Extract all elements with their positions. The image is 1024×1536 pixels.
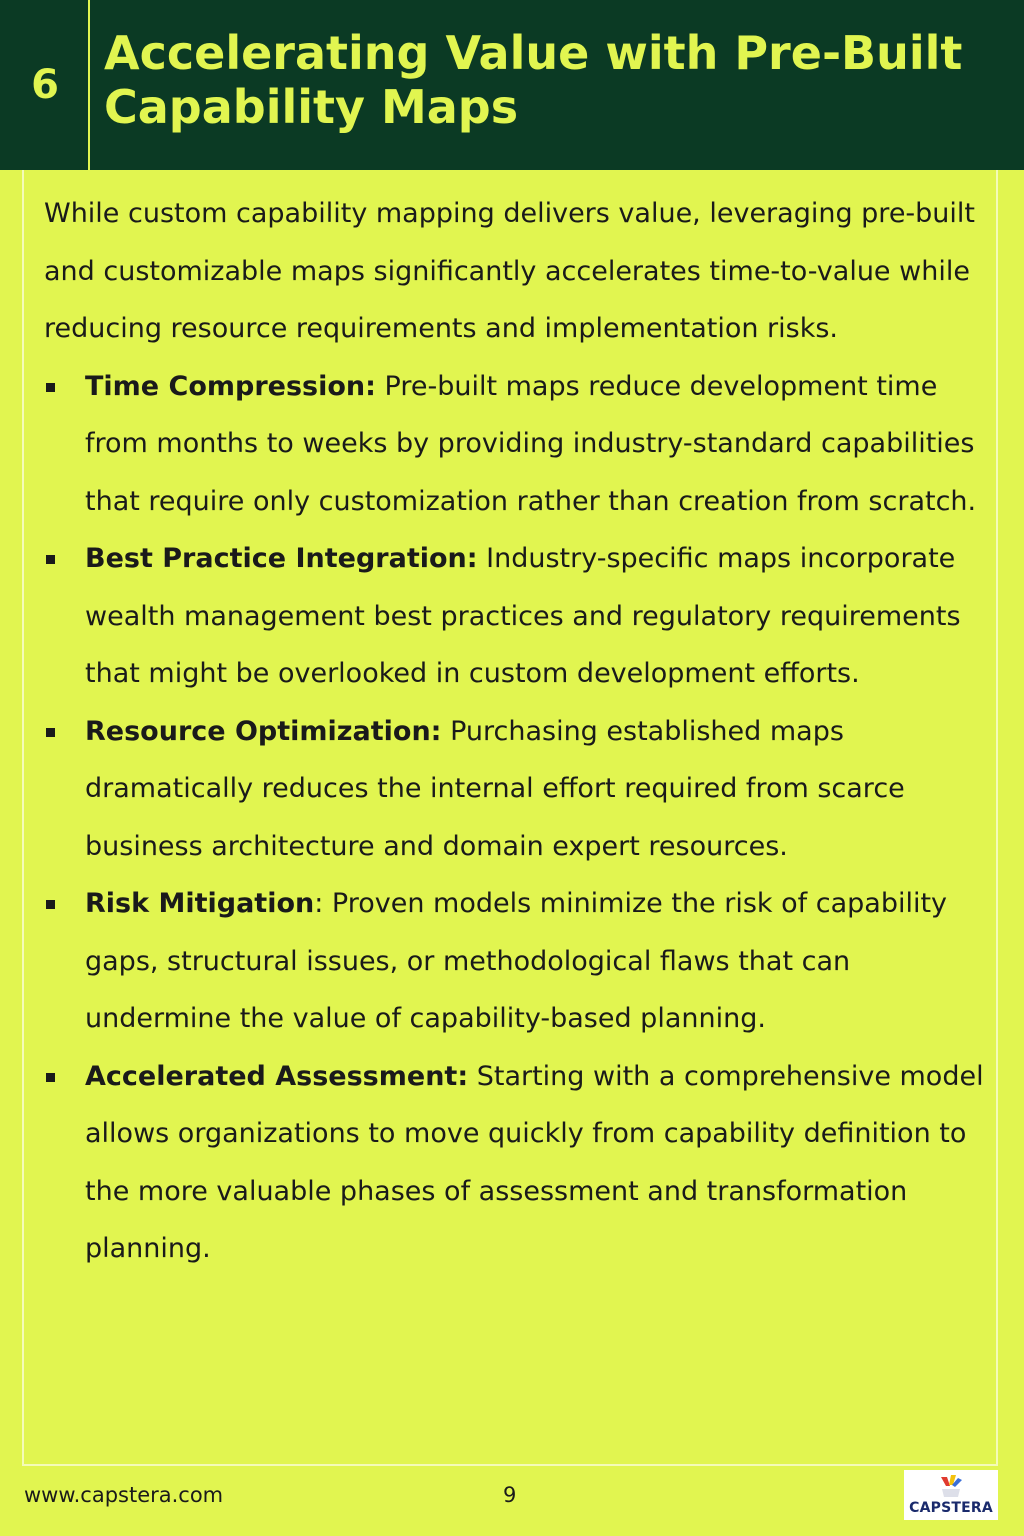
page-header bbox=[0, 0, 1024, 170]
bullet-text: Starting with a comprehensive model allows organizations to move quickly from capability definition to the more valuable phases of assessment and transformation planning. bbox=[85, 1060, 984, 1264]
section-number: 6 bbox=[31, 62, 59, 108]
square-bullet-icon bbox=[46, 383, 55, 392]
square-bullet-icon bbox=[46, 1073, 55, 1082]
bullet-text: : Proven models minimize the risk of capability gaps, structural issues, or methodological flaws that can undermine the value of capability-based planning. bbox=[85, 888, 948, 1034]
bullet-term: Best Practice Integration: bbox=[85, 543, 478, 574]
bullet-term: Accelerated Assessment: bbox=[85, 1060, 469, 1092]
intro-paragraph: While custom capability mapping delivers value, leveraging pre-built and customizable maps significantly accelerates time-to-value while reducing resource requirements and implementation risks. bbox=[44, 198, 976, 344]
list-item bbox=[44, 875, 989, 1048]
footer-url-link[interactable]: www.capstera.com bbox=[24, 1483, 224, 1507]
square-bullet-icon bbox=[46, 900, 55, 909]
square-bullet-icon bbox=[46, 728, 55, 737]
main-content bbox=[44, 185, 989, 1278]
bullet-text: Industry-specific maps incorporate wealth management best practices and regulatory requirements that might be overlooked in custom development efforts. bbox=[85, 543, 961, 689]
capstera-logo bbox=[904, 1470, 998, 1520]
bullet-term: Time Compression: bbox=[85, 370, 376, 402]
page-title: Accelerating Value with Pre-Built Capability Maps bbox=[104, 26, 963, 134]
square-bullet-icon bbox=[46, 555, 55, 564]
page-number: 9 bbox=[503, 1483, 517, 1507]
bullet-list bbox=[44, 358, 989, 1278]
header-divider bbox=[88, 0, 90, 170]
bullet-text: Purchasing established maps dramatically reduces the internal effort required from scarce business architecture and domain expert resources. bbox=[85, 715, 905, 862]
bullet-term: Resource Optimization: bbox=[85, 715, 442, 747]
list-item bbox=[44, 1048, 989, 1278]
bullet-term: Risk Mitigation bbox=[85, 888, 315, 919]
logo-wordmark: CAPSTERA bbox=[909, 1500, 993, 1516]
list-item bbox=[44, 703, 989, 876]
capstera-logo-icon bbox=[938, 1473, 964, 1499]
list-item bbox=[44, 530, 989, 703]
list-item bbox=[44, 358, 989, 531]
bullet-text: Pre-built maps reduce development time from months to weeks by providing industry-standard capabilities that require only customization rather than creation from scratch. bbox=[85, 370, 977, 517]
